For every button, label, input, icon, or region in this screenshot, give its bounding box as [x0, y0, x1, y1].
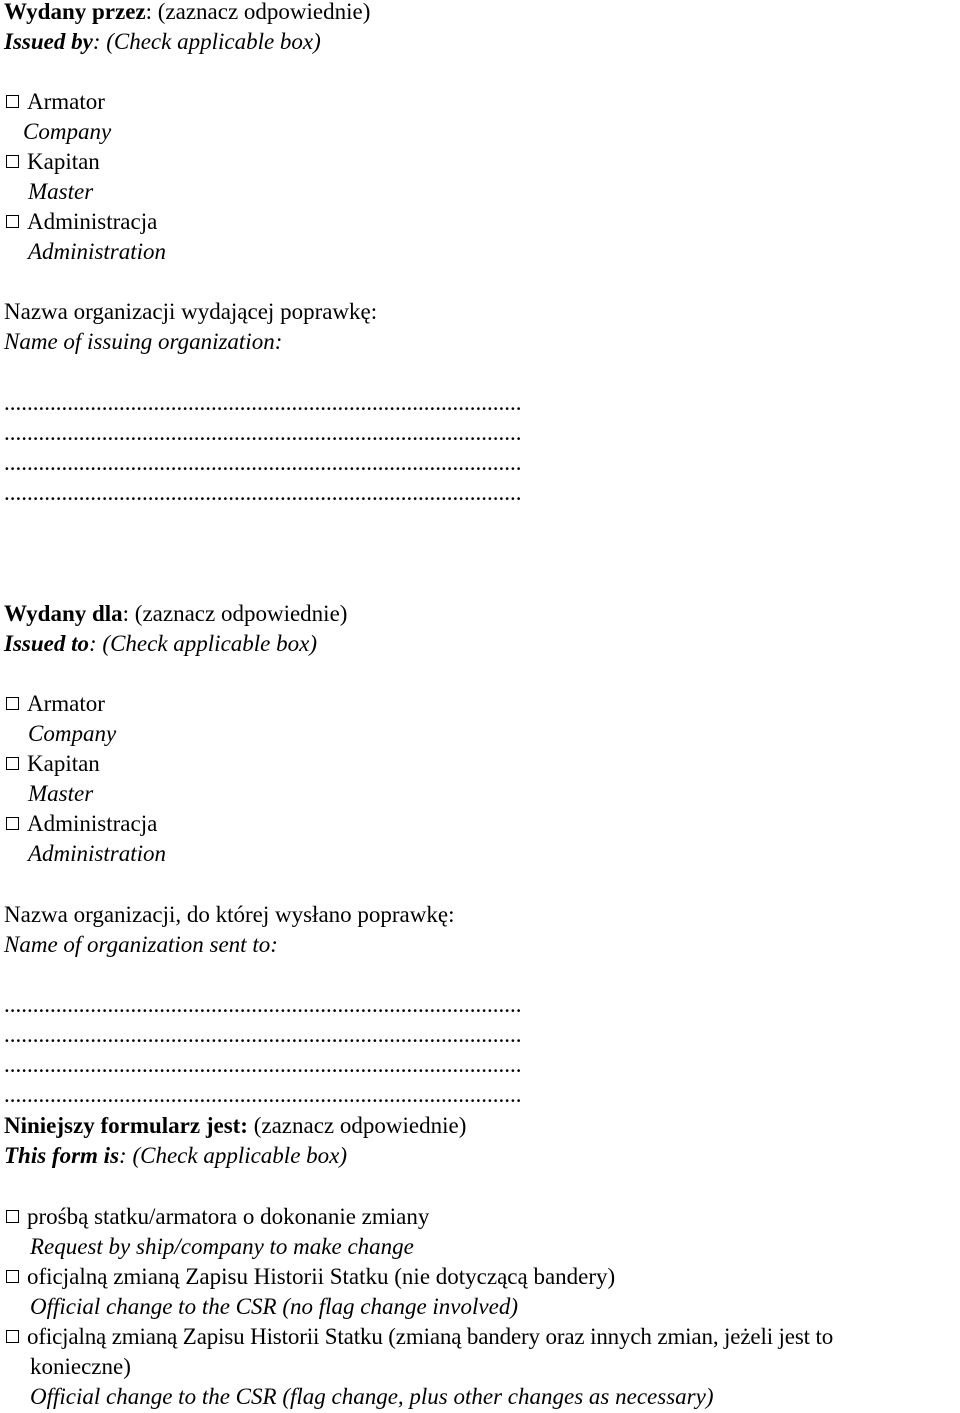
option-label-pl: Kapitan: [27, 149, 100, 174]
issuing-org-label-en: Name of issuing organization:: [4, 329, 283, 354]
option-label-pl: Armator: [27, 89, 105, 114]
issued-by-heading-en-bold: Issued by: [4, 29, 93, 54]
issued-to-heading-en-rest: : (Check applicable box): [89, 631, 317, 656]
form-type-option-request[interactable]: [4, 1202, 429, 1232]
issued-by-heading-en: [4, 27, 321, 57]
option-label-pl: oficjalną zmianą Zapisu Historii Statku (nie dotyczącą bandery): [27, 1264, 616, 1289]
option-label-pl: Armator: [27, 691, 105, 716]
issuing-org-fill-line-3[interactable]: ..........................................................................................: [4, 450, 522, 475]
issued-to-heading-en-bold: Issued to: [4, 631, 89, 656]
issued-to-heading-en: [4, 629, 317, 659]
issuing-org-fill-line-1[interactable]: ..........................................................................................: [4, 390, 522, 415]
checkbox-icon[interactable]: [6, 155, 19, 168]
sent-to-org-fill-line-4[interactable]: ..........................................................................................: [4, 1082, 522, 1107]
option-label-pl: oficjalną zmianą Zapisu Historii Statku (zmianą bandery oraz innych zmian, jeżeli jest to: [27, 1324, 834, 1349]
option-label-pl: prośbą statku/armatora o dokonanie zmiany: [27, 1204, 430, 1229]
checkbox-icon[interactable]: [6, 1330, 19, 1343]
issued-by-option-company[interactable]: [4, 87, 105, 117]
checkbox-icon[interactable]: [6, 817, 19, 830]
issuing-org-fill-line-2[interactable]: ..........................................................................................: [4, 420, 522, 445]
issued-by-option-master[interactable]: [4, 147, 100, 177]
form-type-option-flag-change[interactable]: [4, 1322, 833, 1352]
form-type-option-no-flag-change[interactable]: [4, 1262, 615, 1292]
option-label-en: Official change to the CSR (flag change, plus other changes as necessary): [30, 1384, 714, 1409]
issued-by-heading: [4, 0, 370, 27]
option-label-en: Administration: [28, 239, 167, 264]
sent-to-org-label: Nazwa organizacji, do której wysłano poprawkę:: [4, 902, 455, 927]
issued-to-heading-rest: : (zaznacz odpowiednie): [122, 601, 348, 626]
option-label-en: Master: [28, 781, 94, 806]
issued-by-heading-en-rest: : (Check applicable box): [92, 29, 321, 54]
checkbox-icon[interactable]: [6, 697, 19, 710]
issued-to-heading-bold: Wydany dla: [4, 601, 123, 626]
form-type-heading: [4, 1111, 466, 1141]
option-label-en: Official change to the CSR (no flag change involved): [30, 1294, 518, 1319]
option-label-en: Company: [28, 721, 117, 746]
option-label-pl: Kapitan: [27, 751, 100, 776]
option-label-en: Master: [28, 179, 94, 204]
option-label-pl: Administracja: [27, 811, 158, 836]
issuing-org-label: Nazwa organizacji wydającej poprawkę:: [4, 299, 378, 324]
form-type-heading-en-bold: This form is: [4, 1143, 120, 1168]
issued-by-option-administration[interactable]: [4, 207, 157, 237]
sent-to-org-fill-line-3[interactable]: ..........................................................................................: [4, 1052, 522, 1077]
checkbox-icon[interactable]: [6, 1210, 19, 1223]
form-type-heading-bold: Niniejszy formularz jest:: [4, 1113, 248, 1138]
form-type-heading-en-rest: : (Check applicable box): [119, 1143, 348, 1168]
issuing-org-fill-line-4[interactable]: ..........................................................................................: [4, 480, 522, 505]
checkbox-icon[interactable]: [6, 215, 19, 228]
checkbox-icon[interactable]: [6, 95, 19, 108]
option-label-en: Request by ship/company to make change: [30, 1234, 414, 1259]
sent-to-org-fill-line-1[interactable]: ..........................................................................................: [4, 992, 522, 1017]
issued-to-option-company[interactable]: [4, 689, 105, 719]
option-label-en: Company: [23, 119, 112, 144]
option-label-pl-continued: konieczne): [30, 1354, 131, 1379]
issued-by-heading-rest: : (zaznacz odpowiednie): [145, 0, 371, 24]
option-label-pl: Administracja: [27, 209, 158, 234]
sent-to-org-label-en: Name of organization sent to:: [4, 932, 278, 957]
issued-by-heading-bold: Wydany przez: [4, 0, 146, 24]
issued-to-heading: [4, 599, 347, 629]
form-type-heading-rest: (zaznacz odpowiednie): [247, 1113, 467, 1138]
issued-to-option-administration[interactable]: [4, 809, 157, 839]
sent-to-org-fill-line-2[interactable]: ..........................................................................................: [4, 1022, 522, 1047]
form-type-heading-en: [4, 1141, 347, 1171]
checkbox-icon[interactable]: [6, 757, 19, 770]
checkbox-icon[interactable]: [6, 1270, 19, 1283]
issued-to-option-master[interactable]: [4, 749, 100, 779]
option-label-en: Administration: [28, 841, 167, 866]
